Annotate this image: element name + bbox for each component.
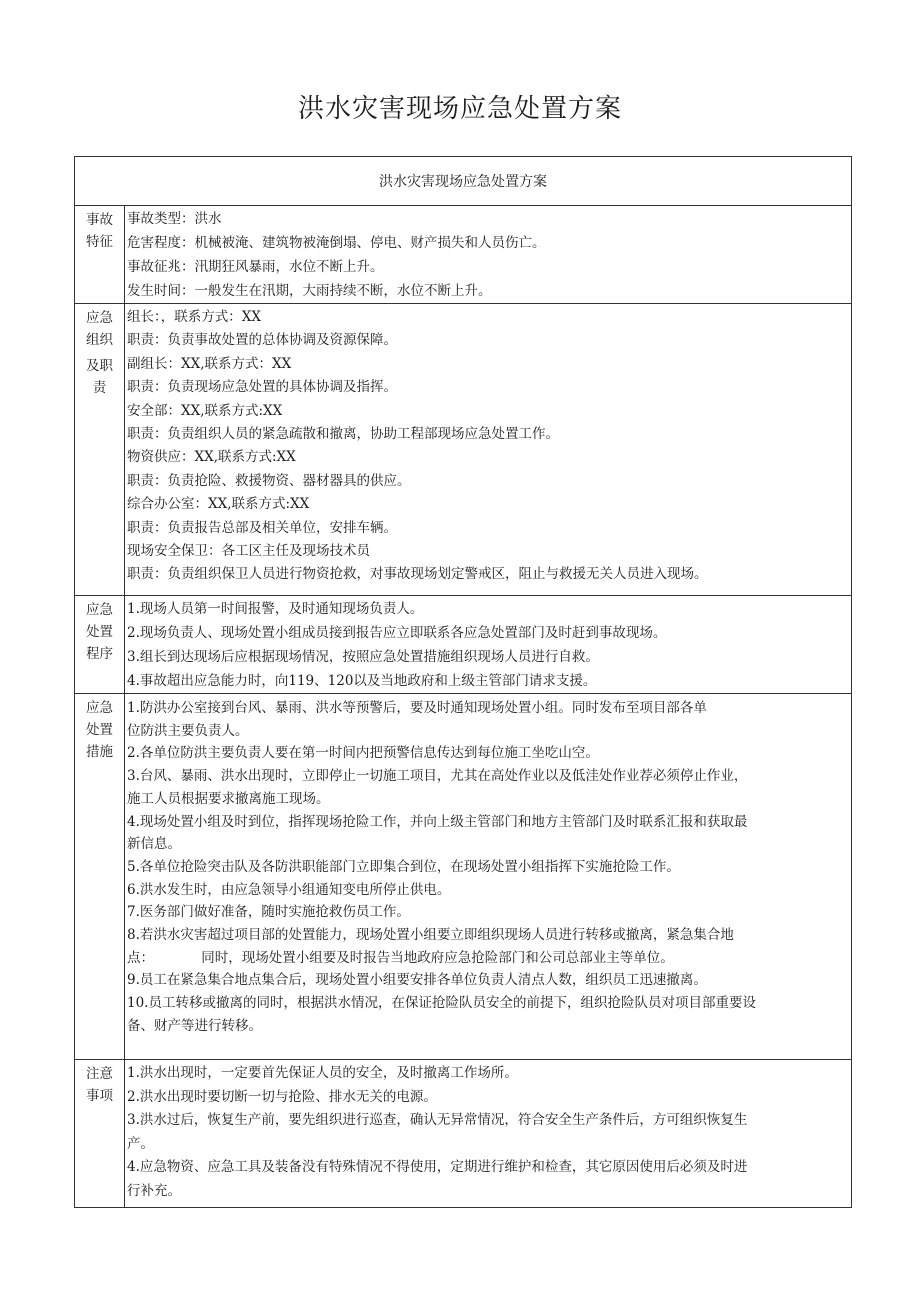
section-precautions xyxy=(75,1060,852,1208)
content-line: 职责：负责报告总部及相关单位，安排车辆。 xyxy=(127,519,397,536)
content-line: 新信息。 xyxy=(127,836,181,853)
label-line: 事故 xyxy=(86,212,113,228)
content-line: 产。 xyxy=(127,1135,154,1152)
content-line: 4.应急物资、应急工具及装备没有特殊情况不得使用，定期进行维护和检查，其它原因使用后必须及时进 xyxy=(127,1159,748,1175)
label-line: 事项 xyxy=(86,1088,113,1104)
label-line: 组织 xyxy=(86,332,113,348)
content-line: 4.现场处置小组及时到位，指挥现场抢险工作，并向上级主管部门和地方主管部门及时联系汇报和获取最 xyxy=(127,813,748,830)
content-line: 1.洪水出现时，一定要首先保证人员的安全，及时撤离工作场所。 xyxy=(127,1065,518,1081)
section-organization-duties xyxy=(75,304,852,596)
content-line: 职责：负责组织保卫人员进行物资抢救，对事故现场划定警戒区，阻止与救援无关人员进入现场。 xyxy=(127,566,708,583)
content-line: 副组长：XX,联系方式：XX xyxy=(127,355,292,372)
section-content xyxy=(125,596,852,694)
content-line: 组长：，联系方式：XX xyxy=(127,309,261,325)
section-label xyxy=(75,304,125,596)
label-line: 注意 xyxy=(86,1066,113,1082)
emergency-plan-table xyxy=(74,156,852,1208)
content-line: 10.员工转移或撤离的同时，根据洪水情况，在保证抢险队员安全的前提下，组织抢险队员对项目部重要设 xyxy=(127,995,756,1012)
label-line: 责 xyxy=(92,380,107,396)
content-line: 5.各单位抢险突击队及各防洪职能部门立即集合到位，在现场处置小组指挥下实施抢险工作。 xyxy=(127,858,680,875)
table-header-row xyxy=(75,157,852,206)
content-line: 职责：负责抢险、救援物资、器材器具的供应。 xyxy=(127,472,411,489)
section-label xyxy=(75,206,125,304)
section-content xyxy=(125,694,852,1060)
content-line: 发生时间：一般发生在汛期，大雨持续不断，水位不断上升。 xyxy=(127,283,492,299)
content-line: 点： 同时，现场处置小组要及时报告当地政府应急抢险部门和公司总部业主等单位。 xyxy=(127,949,674,966)
content-line: 3.洪水过后，恢复生产前，要先组织进行巡查，确认无异常情况，符合安全生产条件后，方可组织恢复生 xyxy=(127,1112,748,1128)
label-line: 及职 xyxy=(86,358,113,374)
table-header: 洪水灾害现场应急处置方案 xyxy=(75,157,852,206)
content-line: 施工人员根据要求撤离施工现场。 xyxy=(127,790,330,807)
content-line: 1.现场人员第一时间报警，及时通知现场负责人。 xyxy=(127,601,424,617)
section-label xyxy=(75,596,125,694)
label-line: 程序 xyxy=(86,646,113,662)
content-line: 职责：负责事故处置的总体协调及资源保障。 xyxy=(127,332,397,349)
label-line: 应急 xyxy=(86,602,113,618)
content-line: 职责：负责组织人员的紧急疏散和撤离，协助工程部现场应急处置工作。 xyxy=(127,426,559,443)
content-line: 7.医务部门做好准备，随时实施抢救伤员工作。 xyxy=(127,904,410,921)
content-line: 物资供应：XX,联系方式:XX xyxy=(127,449,296,466)
content-line: 6.洪水发生时，由应急领导小组通知变电所停止供电。 xyxy=(127,881,451,898)
content-line: 3.台风、暴雨、洪水出现时，立即停止一切施工项目，尤其在高处作业以及低洼处作业荐必须停止作业， xyxy=(127,768,748,785)
label-line: 处置 xyxy=(86,722,113,738)
content-line: 3.组长到达现场后应根据现场情况，按照应急处置措施组织现场人员进行自救。 xyxy=(127,649,599,665)
content-line: 1.防洪办公室接到台风、暴雨、洪水等预警后，要及时通知现场处置小组。同时发布至项目部各单 xyxy=(127,700,707,716)
content-line: 2.各单位防洪主要负责人要在第一时间内把预警信息传达到每位施工坐吃山空。 xyxy=(127,745,599,762)
content-line: 9.员工在紧急集合地点集合后，现场处置小组要安排各单位负责人清点人数，组织员工迅速撤离。 xyxy=(127,972,707,989)
content-line: 位防洪主要负责人。 xyxy=(127,722,249,739)
label-line: 应急 xyxy=(86,310,113,326)
content-line: 安全部：XX,联系方式:XX xyxy=(127,402,283,419)
content-line: 危害程度：机械被淹、建筑物被淹倒塌、停电、财产损失和人员伤亡。 xyxy=(127,235,546,251)
content-line: 事故征兆：汛期狂风暴雨，水位不断上升。 xyxy=(127,259,384,275)
content-line: 2.现场负责人、现场处置小组成员接到报告应立即联系各应急处置部门及时赶到事故现场。 xyxy=(127,625,667,641)
document-title: 洪水灾害现场应急处置方案 xyxy=(297,94,622,124)
content-line: 事故类型：洪水 xyxy=(127,211,222,227)
section-content xyxy=(125,206,852,304)
section-response-procedure xyxy=(75,596,852,694)
content-line: 现场安全保卫：各工区主任及现场技术员 xyxy=(127,543,370,560)
section-label xyxy=(75,694,125,1060)
section-content xyxy=(125,304,852,596)
label-line: 措施 xyxy=(86,744,113,760)
section-content xyxy=(125,1060,852,1208)
content-line: 2.洪水出现时要切断一切与抢险、排水无关的电源。 xyxy=(127,1088,437,1105)
content-line: 综合办公室：XX,联系方式:XX xyxy=(127,496,310,513)
label-line: 特征 xyxy=(86,234,113,250)
content-line: 职责：负责现场应急处置的具体协调及指挥。 xyxy=(127,379,397,396)
content-line: 4.事故超出应急能力时，向119、120以及当地政府和上级主管部门请求支援。 xyxy=(127,673,597,689)
section-response-measures xyxy=(75,694,852,1060)
section-label xyxy=(75,1060,125,1208)
content-line: 8.若洪水灾害超过项目部的处置能力，现场处置小组要立即组织现场人员进行转移或撤离，紧急集合地 xyxy=(127,927,734,944)
section-accident-features xyxy=(75,206,852,304)
content-line: 备、财产等进行转移。 xyxy=(127,1017,262,1034)
content-line: 行补充。 xyxy=(127,1182,181,1199)
label-line: 处置 xyxy=(86,624,113,640)
label-line: 应急 xyxy=(86,700,113,716)
